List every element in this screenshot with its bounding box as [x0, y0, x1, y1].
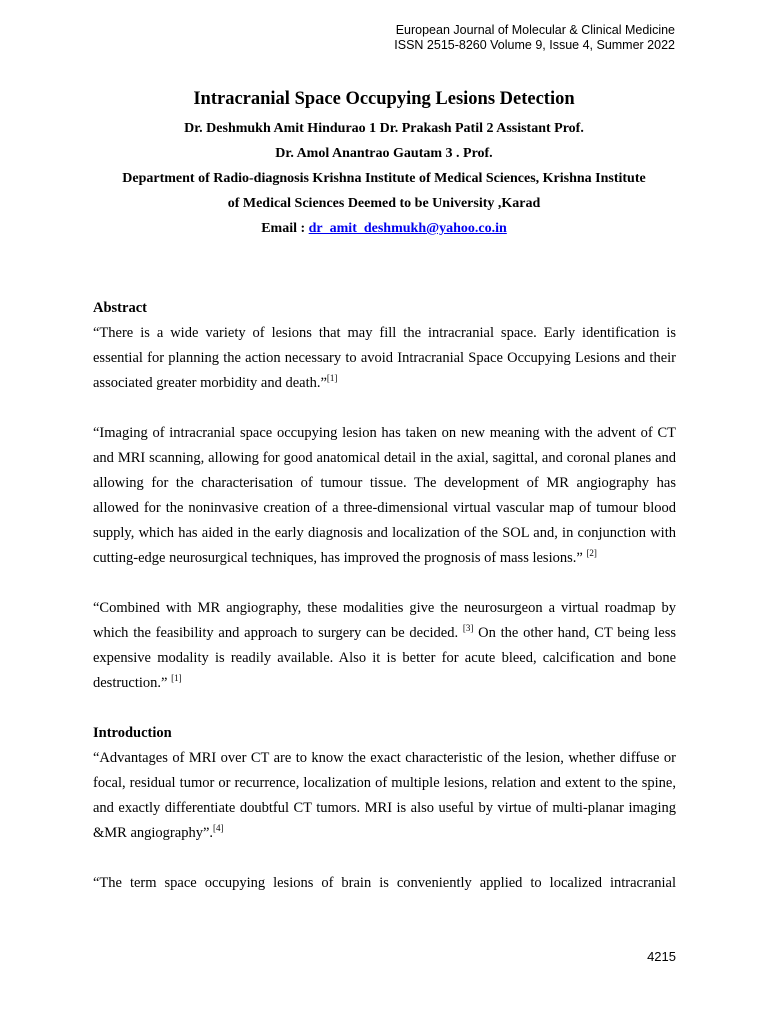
affiliation-line-2: of Medical Sciences Deemed to be University ,Karad — [227, 196, 541, 211]
title-block — [0, 88, 768, 241]
abstract-paragraph-1 — [93, 321, 676, 396]
citation-ref: [4] — [213, 823, 224, 833]
introduction-paragraph-1 — [93, 746, 676, 846]
intro-p1-text: “Advantages of MRI over CT are to know the exact characteristic of the lesion, whether diffuse or focal, residual tumor or recurrence, localization of multiple lesions, relation and extent to the spine, and exactly differentiate doubtful CT tumors. MRI is also useful by virtue of multi-planar imaging &MR angiography”. — [93, 750, 676, 841]
abstract-p3a-text: “Combined with MR angiography, these modalities give the neurosurgeon a virtual roadmap by which the feasibility and approach to surgery can be decided. — [93, 600, 676, 641]
page-number: 4215 — [647, 949, 676, 964]
email-line — [0, 216, 768, 241]
introduction-paragraph-2 — [93, 871, 676, 896]
abstract-p1-text: “There is a wide variety of lesions that may fill the intracranial space. Early identification is essential for planning the action necessary to avoid Intracranial Space Occupying Lesions and their associated greater morbidity and death.” — [93, 325, 676, 391]
intro-p2-text: “The term space occupying lesions of brain is conveniently applied to localized intracranial — [93, 875, 676, 891]
email-label: Email : — [261, 221, 309, 236]
journal-name: European Journal of Molecular & Clinical Medicine — [395, 23, 675, 37]
affiliation-line-1: Department of Radio-diagnosis Krishna Institute of Medical Sciences, Krishna Institute — [122, 171, 646, 186]
author-line-1: Dr. Deshmukh Amit Hindurao 1 Dr. Prakash Patil 2 Assistant Prof. — [184, 121, 584, 136]
abstract-heading: Abstract — [93, 300, 147, 316]
citation-ref: [3] — [462, 623, 474, 633]
introduction-heading: Introduction — [93, 725, 172, 741]
email-link[interactable]: dr_amit_deshmukh@yahoo.co.in — [308, 221, 507, 236]
body-text — [93, 296, 676, 896]
abstract-paragraph-2 — [93, 421, 676, 571]
citation-ref: [2] — [586, 548, 597, 558]
citation-ref: [1] — [171, 673, 182, 683]
journal-issue: ISSN 2515-8260 Volume 9, Issue 4, Summer 2022 — [394, 38, 675, 52]
citation-ref: [1] — [326, 373, 338, 383]
abstract-p2-text: “Imaging of intracranial space occupying lesion has taken on new meaning with the advent of CT and MRI scanning, allowing for good anatomical detail in the axial, sagittal, and coronal planes and allowing for the characterisation of tumour tissue. The development of MR angiography has allowed for the noninvasive creation of a three-dimensional virtual vascular map of tumour blood supply, which has aided in the early diagnosis and localization of the SOL and, in conjunction with cutting-edge neurosurgical techniques, has improved the prognosis of mass lesions.” — [93, 425, 676, 566]
abstract-paragraph-3 — [93, 596, 676, 696]
journal-header — [394, 23, 675, 53]
author-line-2: Dr. Amol Anantrao Gautam 3 . Prof. — [275, 146, 493, 161]
author-block — [0, 116, 768, 241]
paper-title: Intracranial Space Occupying Lesions Detection — [193, 89, 575, 109]
abstract-p3b-text: On the other hand, CT being less expensive modality is readily available. Also it is better for acute bleed, calcification and bone destruction.” — [93, 625, 676, 691]
